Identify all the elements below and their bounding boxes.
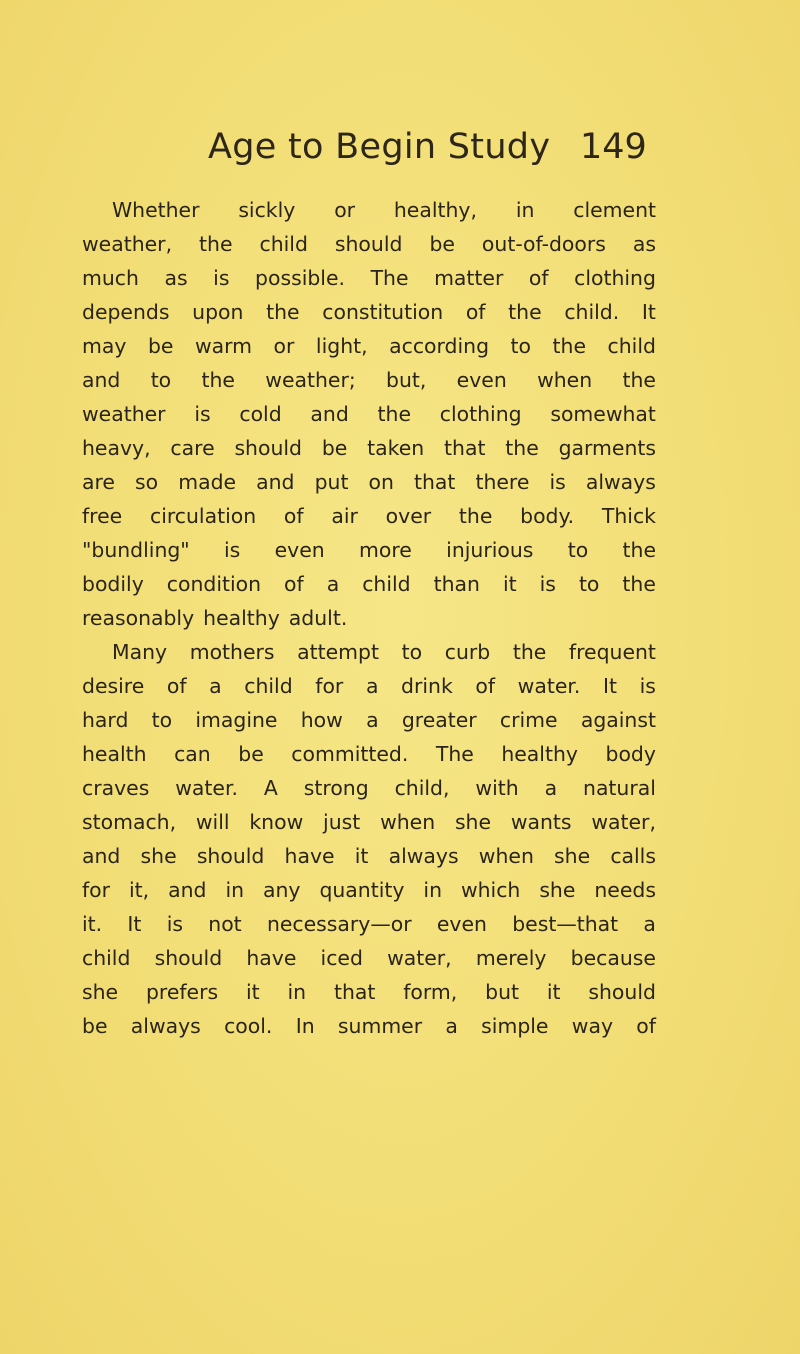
word: the bbox=[622, 572, 656, 596]
word: care bbox=[170, 436, 215, 460]
text-line bbox=[82, 431, 656, 465]
word: be bbox=[321, 436, 348, 460]
text-line bbox=[82, 941, 656, 975]
word: healthy, bbox=[393, 198, 477, 222]
word: and bbox=[310, 402, 349, 426]
word: should bbox=[196, 844, 265, 868]
word: of bbox=[475, 674, 496, 698]
word: as bbox=[164, 266, 188, 290]
word: or bbox=[273, 334, 295, 358]
word: matter bbox=[434, 266, 504, 290]
word: on bbox=[368, 470, 394, 494]
word: child. bbox=[564, 300, 620, 324]
text-line bbox=[82, 465, 656, 499]
text-line bbox=[82, 227, 656, 261]
word: with bbox=[475, 776, 519, 800]
word: water. bbox=[175, 776, 238, 800]
word: but, bbox=[386, 368, 427, 392]
word: of bbox=[528, 266, 549, 290]
word: against bbox=[580, 708, 656, 732]
word: wants bbox=[510, 810, 572, 834]
word: of bbox=[465, 300, 486, 324]
word: in bbox=[423, 878, 442, 902]
text-line bbox=[82, 975, 656, 1009]
word: condition bbox=[166, 572, 262, 596]
text-line bbox=[82, 669, 656, 703]
word: "bundling" bbox=[82, 538, 190, 562]
word: iced bbox=[320, 946, 363, 970]
word: be bbox=[238, 742, 264, 766]
word: because bbox=[570, 946, 656, 970]
word: than bbox=[433, 572, 480, 596]
word: just bbox=[323, 810, 361, 834]
word: the bbox=[266, 300, 300, 324]
word: always bbox=[388, 844, 459, 868]
word: depends bbox=[82, 300, 170, 324]
word: for bbox=[82, 878, 111, 902]
word: a bbox=[366, 708, 379, 732]
word: upon bbox=[192, 300, 244, 324]
running-head bbox=[0, 122, 800, 172]
word: she bbox=[539, 878, 576, 902]
word: health bbox=[82, 742, 147, 766]
word: attempt bbox=[297, 640, 379, 664]
word: there bbox=[475, 470, 530, 494]
word: when bbox=[537, 368, 593, 392]
word: form, bbox=[403, 980, 458, 1004]
word: the bbox=[622, 368, 656, 392]
word: should bbox=[234, 436, 302, 460]
word: body bbox=[605, 742, 656, 766]
word: is bbox=[213, 266, 230, 290]
word: when bbox=[478, 844, 534, 868]
word: clothing bbox=[574, 266, 656, 290]
word: child bbox=[82, 946, 131, 970]
word: in bbox=[515, 198, 535, 222]
word: in bbox=[287, 980, 307, 1004]
text-line bbox=[82, 601, 656, 635]
word: have bbox=[246, 946, 297, 970]
word: warm bbox=[194, 334, 253, 358]
word: to bbox=[578, 572, 600, 596]
word: should bbox=[154, 946, 223, 970]
word: not bbox=[208, 912, 242, 936]
word: in bbox=[225, 878, 245, 902]
word: it bbox=[502, 572, 517, 596]
word: free bbox=[82, 504, 123, 528]
word: It bbox=[127, 912, 142, 936]
word: summer bbox=[337, 1014, 423, 1038]
word: necessary—or bbox=[266, 912, 412, 936]
word: to bbox=[150, 368, 172, 392]
running-title: Age to Begin Study bbox=[208, 127, 551, 167]
word: child, bbox=[394, 776, 450, 800]
word: of bbox=[636, 1014, 656, 1038]
word: the bbox=[377, 402, 412, 426]
word: strong bbox=[303, 776, 369, 800]
word: how bbox=[300, 708, 343, 732]
word: frequent bbox=[568, 640, 656, 664]
text-line bbox=[82, 193, 656, 227]
word: and bbox=[82, 844, 121, 868]
word: stomach, bbox=[82, 810, 177, 834]
word: the bbox=[458, 504, 493, 528]
word: out-of-doors bbox=[481, 232, 606, 256]
word: and bbox=[82, 368, 121, 392]
word: the bbox=[622, 538, 656, 562]
word: somewhat bbox=[550, 402, 656, 426]
word: child bbox=[607, 334, 656, 358]
word: she bbox=[454, 810, 492, 834]
word: it. bbox=[82, 912, 103, 936]
text-line bbox=[82, 703, 656, 737]
word: to bbox=[151, 708, 173, 732]
word: a bbox=[544, 776, 558, 800]
text-line bbox=[82, 805, 656, 839]
word: for bbox=[315, 674, 344, 698]
word: water. bbox=[517, 674, 581, 698]
text-line bbox=[82, 261, 656, 295]
word: It bbox=[602, 674, 617, 698]
word: that bbox=[333, 980, 376, 1004]
word: natural bbox=[583, 776, 656, 800]
word: heavy, bbox=[82, 436, 151, 460]
word: are bbox=[82, 470, 115, 494]
word: constitution bbox=[322, 300, 444, 324]
word: is bbox=[639, 674, 656, 698]
page-number: 149 bbox=[580, 127, 647, 167]
word: is bbox=[539, 572, 556, 596]
word: possible. bbox=[255, 266, 345, 290]
word: cold bbox=[239, 402, 282, 426]
word: bodily bbox=[82, 572, 144, 596]
word: that bbox=[444, 436, 486, 460]
word: a bbox=[209, 674, 222, 698]
word: The bbox=[435, 742, 474, 766]
word: In bbox=[295, 1014, 315, 1038]
word: will bbox=[195, 810, 230, 834]
word: way bbox=[571, 1014, 614, 1038]
word: merely bbox=[475, 946, 547, 970]
word: clement bbox=[573, 198, 656, 222]
word: be bbox=[147, 334, 174, 358]
word: always bbox=[585, 470, 656, 494]
word: weather; bbox=[265, 368, 356, 392]
word: may bbox=[82, 334, 127, 358]
word: desire bbox=[82, 674, 145, 698]
word: of bbox=[283, 504, 304, 528]
word: committed. bbox=[291, 742, 409, 766]
word: the bbox=[512, 640, 547, 664]
word: imagine bbox=[195, 708, 278, 732]
word: child bbox=[259, 232, 308, 256]
text-line bbox=[82, 329, 656, 363]
text-line bbox=[82, 1009, 656, 1043]
word: a bbox=[365, 674, 379, 698]
word: best—that bbox=[512, 912, 619, 936]
word: know bbox=[249, 810, 304, 834]
word: drink bbox=[401, 674, 453, 698]
text-line bbox=[82, 363, 656, 397]
word: It bbox=[641, 300, 656, 324]
word: the bbox=[508, 300, 542, 324]
word: according bbox=[389, 334, 490, 358]
word: more bbox=[359, 538, 412, 562]
word: made bbox=[178, 470, 237, 494]
text-line bbox=[82, 771, 656, 805]
text-line bbox=[82, 567, 656, 601]
word: she bbox=[82, 980, 119, 1004]
word: The bbox=[370, 266, 409, 290]
word: needs bbox=[594, 878, 656, 902]
word: Many bbox=[112, 640, 168, 664]
word: the bbox=[552, 334, 587, 358]
text-line bbox=[82, 635, 656, 669]
word: be bbox=[82, 1014, 108, 1038]
word: over bbox=[385, 504, 432, 528]
word: child bbox=[362, 572, 411, 596]
word: healthy bbox=[501, 742, 578, 766]
word: circulation bbox=[149, 504, 257, 528]
word: that bbox=[413, 470, 456, 494]
word: it bbox=[245, 980, 260, 1004]
word: adult. bbox=[288, 606, 348, 630]
word: it, bbox=[129, 878, 150, 902]
word: weather bbox=[82, 402, 166, 426]
word: taken bbox=[367, 436, 425, 460]
word: Whether bbox=[112, 198, 200, 222]
word: the bbox=[505, 436, 539, 460]
word: much bbox=[82, 266, 139, 290]
word: Thick bbox=[601, 504, 656, 528]
word: it bbox=[546, 980, 561, 1004]
word: injurious bbox=[446, 538, 534, 562]
word: craves bbox=[82, 776, 150, 800]
text-line bbox=[82, 295, 656, 329]
word: she bbox=[554, 844, 591, 868]
word: to bbox=[567, 538, 589, 562]
word: she bbox=[140, 844, 177, 868]
word: garments bbox=[558, 436, 656, 460]
word: air bbox=[331, 504, 358, 528]
text-line bbox=[82, 839, 656, 873]
word: is bbox=[224, 538, 241, 562]
word: or bbox=[334, 198, 356, 222]
word: water, bbox=[591, 810, 656, 834]
word: A bbox=[263, 776, 278, 800]
word: as bbox=[632, 232, 656, 256]
word: is bbox=[549, 470, 566, 494]
word: of bbox=[284, 572, 304, 596]
word: reasonably bbox=[82, 606, 195, 630]
word: prefers bbox=[145, 980, 219, 1004]
word: greater bbox=[401, 708, 477, 732]
text-line bbox=[82, 873, 656, 907]
word: to bbox=[401, 640, 423, 664]
word: any bbox=[262, 878, 301, 902]
word: it bbox=[354, 844, 369, 868]
word: calls bbox=[610, 844, 656, 868]
word: should bbox=[334, 232, 403, 256]
word: sickly bbox=[238, 198, 296, 222]
word: clothing bbox=[439, 402, 522, 426]
word: hard bbox=[82, 708, 129, 732]
word: is bbox=[194, 402, 211, 426]
word: curb bbox=[444, 640, 491, 664]
word: is bbox=[166, 912, 183, 936]
word: a bbox=[326, 572, 340, 596]
word: even bbox=[436, 912, 487, 936]
text-line bbox=[82, 499, 656, 533]
word: be bbox=[429, 232, 455, 256]
word: of bbox=[166, 674, 187, 698]
word: quantity bbox=[319, 878, 405, 902]
word: cool. bbox=[224, 1014, 273, 1038]
word: to bbox=[510, 334, 532, 358]
word: healthy bbox=[203, 606, 280, 630]
word: weather, bbox=[82, 232, 173, 256]
word: put bbox=[314, 470, 349, 494]
word: water, bbox=[387, 946, 452, 970]
word: when bbox=[380, 810, 436, 834]
word: a bbox=[643, 912, 656, 936]
word: but bbox=[485, 980, 519, 1004]
word: body. bbox=[520, 504, 575, 528]
word: so bbox=[135, 470, 159, 494]
word: have bbox=[284, 844, 335, 868]
body-text bbox=[82, 193, 656, 1043]
word: even bbox=[274, 538, 325, 562]
word: a bbox=[445, 1014, 458, 1038]
word: the bbox=[201, 368, 235, 392]
text-line bbox=[82, 737, 656, 771]
word: crime bbox=[499, 708, 558, 732]
word: always bbox=[130, 1014, 201, 1038]
word: can bbox=[174, 742, 211, 766]
word: the bbox=[199, 232, 233, 256]
word: even bbox=[456, 368, 507, 392]
word: light, bbox=[315, 334, 368, 358]
word: and bbox=[256, 470, 295, 494]
word: and bbox=[168, 878, 207, 902]
text-line bbox=[82, 907, 656, 941]
text-line bbox=[82, 397, 656, 431]
word: child bbox=[244, 674, 293, 698]
word: which bbox=[460, 878, 521, 902]
word: should bbox=[588, 980, 656, 1004]
text-line bbox=[82, 533, 656, 567]
word: mothers bbox=[189, 640, 275, 664]
word: simple bbox=[481, 1014, 549, 1038]
